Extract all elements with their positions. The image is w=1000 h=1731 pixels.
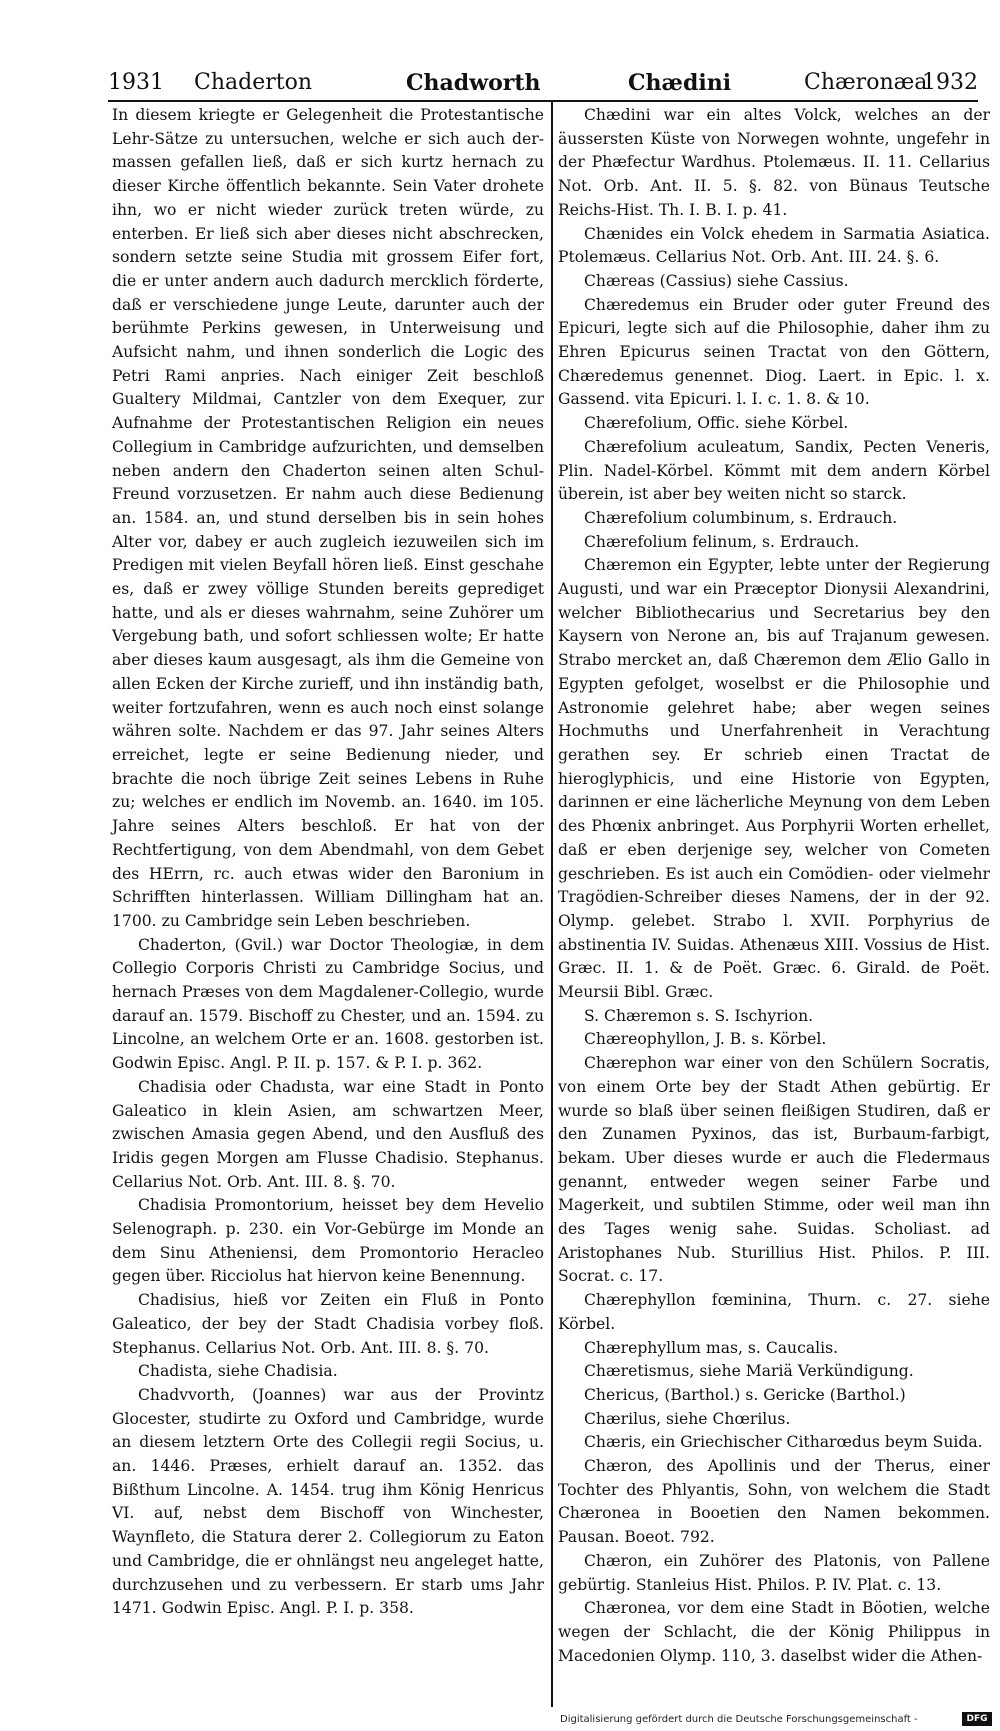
entry-chaedini: Chædini war ein altes Volck, welches an der äussersten Küste von Norwegen wohnte, ungefehr in der Phæfectur Wardhus. Ptolemæus. II. 11. Cellarius Not. Orb. Ant. II. 5. §. 82. von Bünaus Teutsche Reichs-Hist. Th. I. B. I. p. 41.: [558, 106, 990, 219]
entry-chadisia-promontorium: Chadisia Promontorium, heisset bey dem Hevelio Selenograph. p. 230. ein Vor-Gebürge im Monde an dem Sinu Atheniensi, dem Promontorio Heracleo gegen über. Ricciolus hat hiervon keine Benennung.: [112, 1196, 544, 1286]
entry-chericus: Chericus, (Barthol.) s. Gericke (Barthol.): [584, 1385, 906, 1404]
entry-chaerephyllum-mas: Chærephyllum mas, s. Caucalis.: [584, 1338, 839, 1357]
entry-chaeremon: Chæremon ein Egypter, lebte unter der Regierung Augusti, und war ein Præceptor Dionysii Alexandrini, welcher Bibliothecarius und Secretarius bey den Kaysern von Nerone an, bis auf Trajanum gewesen. Strabo mercket an, daß Chæremon dem Ælio Gallo in Egypten gefolget, woselbst er die Philosophie und Astronomie gelehret habe; aber wegen seines Hochmuths und Unerfahrenheit in Verachtung gerathen sey. Er schrieb einen Tractat de hieroglyphicis, und eine Historie von Egypten, darinnen er eine lächerliche Meynung von dem Leben des Phœnix anbringet. Aus Porphyrii Worten erhellet, daß er eben derjenige sey, welcher von Cometen geschrieben. Es ist auch ein Comödien- oder vielmehr Tragödien-Schreiber dieses Namens, der in der 92. Olymp. gelebet. Strabo l. XVII. Porphyrius de abstinentia IV. Suidas. Athenæus XIII. Vossius de Hist. Græc. II. 1. & de Poët. Græc. 6. Girald. de Poët. Meursii Bibl. Græc.: [558, 556, 990, 1002]
entry-chadista: Chadista, siehe Chadisia.: [138, 1362, 338, 1381]
page-number-right: 1932: [922, 70, 978, 95]
header-rule: [108, 100, 978, 102]
entry-chadisius: Chadisius, hieß vor Zeiten ein Fluß in Ponto Galeatico, der bey der Stadt Chadisia vorbey floß. Stephanus. Cellarius Not. Orb. Ant. III. 8. §. 70.: [112, 1291, 544, 1357]
column-divider: [551, 102, 553, 1707]
entry-chaerilus: Chærilus, siehe Chœrilus.: [584, 1409, 791, 1428]
entry-chaerephyllon-foeminina: Chærephyllon fœminina, Thurn. c. 27. siehe Körbel.: [558, 1291, 990, 1333]
entry-chaeris: Chæris, ein Griechischer Citharœdus beym Suida.: [584, 1433, 983, 1452]
page-number-left: 1931: [108, 70, 164, 95]
entry-chaenides: Chænides ein Volck ehedem in Sarmatia Asiatica. Ptolemæus. Cellarius Not. Orb. Ant. III. 24. §. 6.: [558, 224, 990, 267]
entry-chaerefolium-aculeatum: Chærefolium aculeatum, Sandix, Pecten Veneris, Plin. Nadel-Körbel. Kömmt mit dem andern Körbel überein, ist aber bey weiten nicht so starck.: [558, 437, 990, 504]
header-term-1: Chaderton: [194, 70, 312, 95]
header-term-2: Chadworth: [406, 70, 541, 96]
running-header: [108, 64, 978, 98]
entry-s-chaeremon: S. Chæremon s. S. Ischyrion.: [584, 1006, 814, 1025]
right-column: [558, 104, 990, 1668]
entry-chaerefolium: Chærefolium, Offic. siehe Körbel.: [584, 414, 849, 433]
entry-paragraph: In diesem kriegte er Gelegenheit die Protestantische Lehr-Sätze zu untersuchen, welche er sich auch der-massen gefallen ließ, daß er sich kurtz hernach zu dieser Kirche öffentlich bekannte. Sein Vater drohete ihn, wo er nicht wieder zurück treten würde, zu enterben. Er ließ sich aber dieses nicht abschrecken, sondern setzte seine Studia mit grossem Eifer fort, die er unter andern auch dadurch mercklich förderte, daß er verschiedene junge Leute, darunter auch der berühmte Perkins gewesen, in Unterweisung und Aufsicht nahm, und ihnen sonderlich die Logic des Petri Rami anpries. Nach einiger Zeit beschloß Gualtery Mildmai, Cantzler von dem Exequer, zur Aufnahme der Protestantischen Religion ein neues Collegium in Cambridge aufzurichten, und demselben neben andern den Chaderton seinen alten Schul-Freund vorzusetzen. Er nahm auch diese Bedienung an. 1584. an, und stund derselben bis in sein hohes Alter vor, dabey er auch zugleich iezuweilen sich im Predigen mit vielen Beyfall hören ließ. Einst geschahe es, daß er zwey völlige Stunden bereits geprediget hatte, und als er dieses wahrnahm, seine Zuhörer um Vergebung bath, und sofort schliessen wolte; Er hatte aber dieses kaum ausgesagt, als ihm die Gemeine von allen Ecken der Kirche zurieff, und ihn inständig bath, weiter fortzufahren, wenn es auch noch einst solange währen solte. Nachdem er das 97. Jahr seines Alters erreichet, legte er seine Bedienung nieder, und brachte die noch übrige Zeit seines Lebens in Ruhe zu; welches er endlich im Novemb. an. 1640. im 105. Jahre seines Alters beschloß. Er hat von der Rechtfertigung, von dem Abendmahl, von dem Gebet des HErrn, rc. auch etwas wider den Baronium in Schrifften hinterlassen. William Dillingham hat an. 1700. zu Cambridge sein Leben beschrieben.: [112, 106, 544, 930]
entry-chaeredemus: Chæredemus ein Bruder oder guter Freund des Epicuri, legte sich auf die Philosophie, daher ihm zu Ehren Epicurus seinen Tractat von den Göttern, Chæredemus genennet. Diog. Laert. in Epic. l. x. Gassend. vita Epicuri. l. I. c. 1. 8. & 10.: [558, 295, 990, 409]
entry-chaeronea: Chæronea, vor dem eine Stadt in Böotien, welche wegen der Schlacht, die der König Philippus in Macedonien Olymp. 110, 3. daselbst wider die Athen-: [558, 1599, 990, 1665]
entry-chaereas: Chæreas (Cassius) siehe Cassius.: [584, 271, 849, 290]
left-column: [112, 104, 544, 1621]
entry-chaerephon: Chærephon war einer von den Schülern Socratis, von einem Orte bey der Stadt Athen gebürtig. Er wurde so blaß über seinen fleißigen Studiren, daß er den Zunamen Pyxinos, das ist, Burbaum-farbigt, bekam. Uber dieses wurde er auch die Fledermaus genannt, entweder wegen seiner Farbe und Magerkeit, und subtilen Stimme, oder weil man ihn des Tages wenig sahe. Suidas. Scholiast. ad Aristophanes Nub. Sturillius Hist. Philos. P. III. Socrat. c. 17.: [558, 1054, 990, 1286]
entry-chaerefolium-felinum: Chærefolium felinum, s. Erdrauch.: [584, 532, 860, 551]
entry-chadisia: Chadisia oder Chadısta, war eine Stadt in Ponto Galeatico in klein Asien, am schwartzen Meer, zwischen Amasia gegen Abend, und den Ausfluß des Iridis gegen Morgen am Flusse Chadisio. Stephanus. Cellarius Not. Orb. Ant. III. 8. §. 70.: [112, 1077, 544, 1191]
digitization-credit: Digitalisierung gefördert durch die Deutsche Forschungsgemeinschaft -: [560, 1714, 918, 1725]
header-term-3: Chædini: [628, 70, 732, 96]
header-term-4: Chæronæa: [804, 70, 928, 95]
entry-chaeron-1: Chæron, des Apollinis und der Therus, einer Tochter des Phlyantis, Sohn, von welchem die Stadt Chæronea in Booetien den Namen bekommen. Pausan. Boeot. 792.: [558, 1457, 990, 1547]
entry-chadvvorth: Chadvvorth, (Joannes) war aus der Provintz Glocester, studirte zu Oxford und Cambridge, wurde an diesem letztern Orte des Collegii regii Socius, u. an. 1446. Præses, erhielt darauf an. 1352. das Bißthum Lincolne. A. 1454. trug ihm König Henricus VI. auf, nebst dem Bischoff von Winchester, Waynfleto, die Statura derer 2. Collegiorum zu Eaton und Cambridge, die er ohnlängst neu angeleget hatte, durchzusehen und zu verbessern. Er starb ums Jahr 1471. Godwin Episc. Angl. P. I. p. 358.: [112, 1385, 544, 1618]
entry-chaerefolium-columbinum: Chærefolium columbinum, s. Erdrauch.: [584, 508, 898, 527]
entry-chaeron-2: Chæron, ein Zuhörer des Platonis, von Pallene gebürtig. Stanleius Hist. Philos. P. IV. Plat. c. 13.: [558, 1551, 990, 1594]
dfg-logo: DFG: [962, 1712, 992, 1726]
entry-chaderton-gvil: Chaderton, (Gvil.) war Doctor Theologiæ, in dem Collegio Corporis Christi zu Cambridge Socius, und hernach Præses von dem Magdalener-Collegio, wurde darauf an. 1579. Bischoff zu Chester, und an. 1594. zu Lincolne, an welchem Orte er an. 1608. gestorben ist. Godwin Episc. Angl. P. II. p. 157. & P. I. p. 362.: [112, 935, 544, 1073]
entry-chaereophyllon: Chæreophyllon, J. B. s. Körbel.: [584, 1030, 827, 1049]
entry-chaeretismus: Chæretismus, siehe Mariä Verkündigung.: [584, 1362, 914, 1381]
